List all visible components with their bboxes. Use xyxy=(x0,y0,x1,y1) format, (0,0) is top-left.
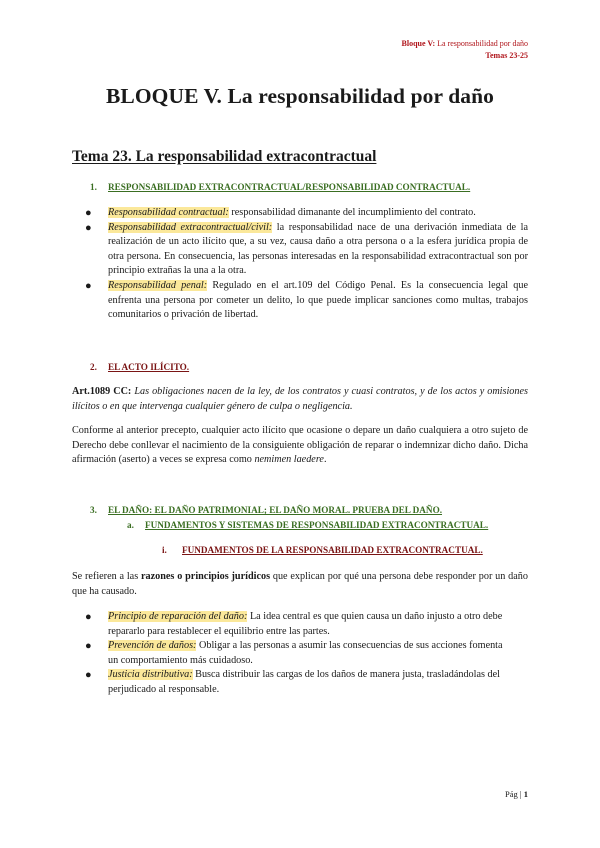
bullet-term: Responsabilidad extracontractual/civil: xyxy=(108,221,273,233)
section-3-bullets xyxy=(72,610,512,698)
page-number: 1 xyxy=(523,789,528,799)
bullet-term: Principio de reparación del daño: xyxy=(108,611,248,622)
latin-phrase: nemimen laedere xyxy=(254,454,324,466)
bullet-text: Regulado en el art.109 del Código Penal. Es la consecuencia legal que enfrenta una persona por cometer un delito, lo que puede implicar sanciones como multas, trabajos comunitarios o privación de libertad. xyxy=(108,279,528,321)
bullet-term: Prevención de daños: xyxy=(108,640,197,652)
subsection-i-number: i. xyxy=(162,545,167,555)
bullet-term: Responsabilidad penal: xyxy=(108,279,208,291)
bullet-principio-reparacion xyxy=(72,610,512,639)
section-2-title: EL ACTO ILÍCITO. xyxy=(108,362,190,372)
bullet-resp-penal xyxy=(72,279,528,323)
page-label: Pág | xyxy=(505,789,524,799)
bullet-resp-extracontractual xyxy=(72,221,528,279)
running-header-topics: Temas 23-25 xyxy=(485,51,528,60)
page-footer xyxy=(505,789,528,799)
bullet-text: responsabilidad dimanante del incumplimiento del contrato. xyxy=(228,207,476,218)
section-3-heading xyxy=(90,505,442,515)
bullet-justicia-distributiva xyxy=(72,668,512,697)
article-label: Art.1089 CC: xyxy=(72,386,132,397)
subsection-i-title: FUNDAMENTOS DE LA RESPONSABILIDAD EXTRACONTRACTUAL. xyxy=(182,545,483,555)
article-text: Las obligaciones nacen de la ley, de los contratos y cuasi contratos, y de los actos y omisiones ilícitos o en que intervenga cualquier género de culpa o negligencia. xyxy=(72,386,528,412)
bullet-prevencion xyxy=(72,639,512,668)
bullet-resp-contractual xyxy=(72,206,528,221)
section-3-intro: Se refieren a las razones o principios jurídicos que explican por qué una persona debe responder por un daño que ha causado. xyxy=(72,571,528,597)
section-2-number: 2. xyxy=(90,362,97,372)
section-1-number: 1. xyxy=(90,182,97,192)
bullet-term: Responsabilidad contractual: xyxy=(108,207,229,218)
section-1-bullets xyxy=(72,206,528,323)
tema-heading: Tema 23. La responsabilidad extracontractual xyxy=(72,148,377,165)
bullet-dot-icon: ● xyxy=(85,279,92,292)
section-3-title: EL DAÑO: EL DAÑO PATRIMONIAL; EL DAÑO MORAL. PRUEBA DEL DAÑO. xyxy=(108,505,443,515)
subsection-i-heading xyxy=(162,545,483,555)
section-1-heading xyxy=(90,182,470,192)
bullet-dot-icon: ● xyxy=(85,207,92,219)
bullet-text: Obligar a las personas a asumir las consecuencias de sus acciones fomenta un comportamiento más cuidadoso. xyxy=(108,640,503,666)
subsection-a-heading xyxy=(127,520,488,530)
bullet-dot-icon: ● xyxy=(85,221,92,234)
section-2-heading xyxy=(90,362,189,372)
bullet-text: La idea central es que quien causa un daño injusto a otro debe repararlo para restablecer el equilibrio entre las partes. xyxy=(108,611,503,637)
article-1089-quote xyxy=(72,385,528,414)
section-3-number: 3. xyxy=(90,505,97,515)
section-1-title: RESPONSABILIDAD EXTRACONTRACTUAL/RESPONSABILIDAD CONTRACTUAL. xyxy=(108,182,471,192)
bullet-dot-icon: ● xyxy=(85,640,92,653)
bullet-dot-icon: ● xyxy=(85,669,92,682)
bullet-text: Busca distribuir las cargas de los daños de manera justa, trasladándolas del perjudicado al responsable. xyxy=(108,669,500,695)
bullet-term: Justicia distributiva: xyxy=(108,669,193,681)
running-header-title: Bloque V: La responsabilidad por daño xyxy=(401,39,528,48)
bullet-text: la responsabilidad nace de una derivación inmediata de la realización de un acto ilícito que, a su vez, causa daño a otra persona o a la esfera jurídica propia de otra persona. En consecuencia, las personas interesadas en la responsabilidad extracontractual son por principio extrañas la una a la otra. xyxy=(108,221,529,277)
subsection-a-title: FUNDAMENTOS Y SISTEMAS DE RESPONSABILIDAD EXTRACONTRACTUAL. xyxy=(145,520,489,530)
section-2-paragraph: Conforme al anterior precepto, cualquier acto ilícito que ocasione o depare un daño cualquiera a otro sujeto de Derecho debe conllevar el nacimiento de la consiguiente obligación de reparar o indemnizar dicho daño. Dicha afirmación (aserto) a veces se expresa como nemimen laedere. xyxy=(72,425,528,466)
bullet-dot-icon: ● xyxy=(85,611,92,623)
subsection-a-number: a. xyxy=(127,520,134,530)
page-title: BLOQUE V. La responsabilidad por daño xyxy=(105,84,495,108)
